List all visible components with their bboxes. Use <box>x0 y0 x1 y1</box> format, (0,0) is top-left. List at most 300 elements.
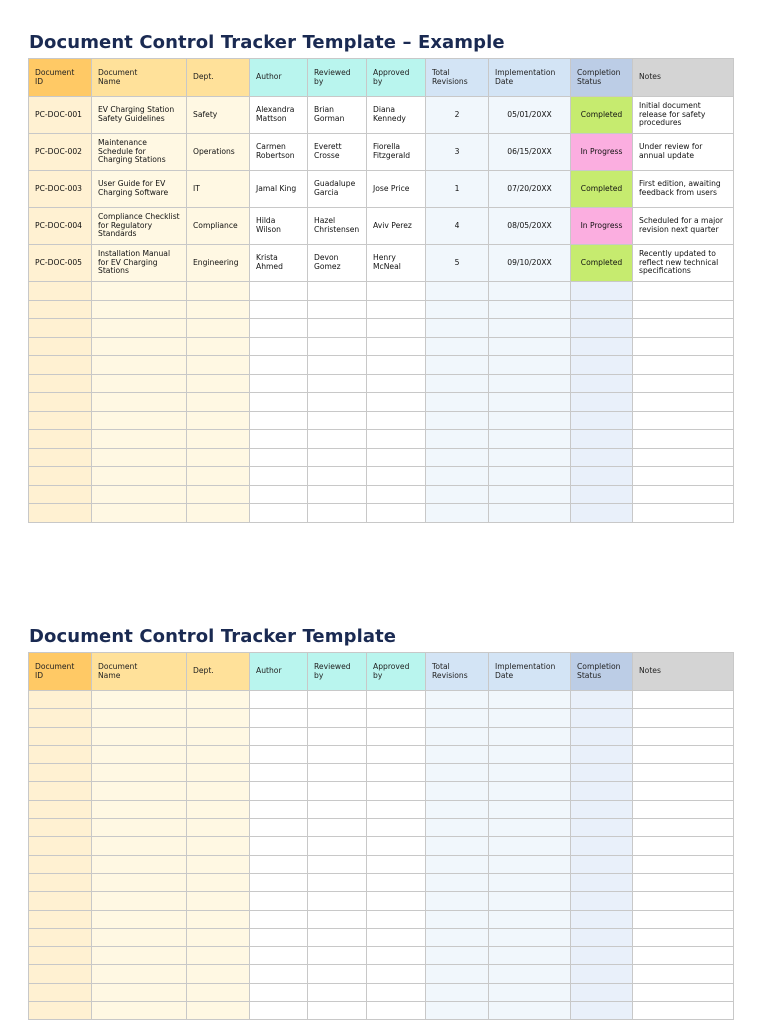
empty-cell-id[interactable] <box>29 947 92 965</box>
empty-cell-total[interactable] <box>426 727 489 745</box>
empty-cell-name[interactable] <box>92 745 187 763</box>
cell-impl[interactable]: 09/10/20XX <box>489 245 571 282</box>
empty-cell-id[interactable] <box>29 411 92 430</box>
empty-cell-reviewed[interactable] <box>308 764 367 782</box>
empty-cell-name[interactable] <box>92 337 187 356</box>
empty-cell-notes[interactable] <box>633 745 734 763</box>
empty-cell-status[interactable] <box>571 855 633 873</box>
empty-cell-impl[interactable] <box>489 709 571 727</box>
empty-cell-notes[interactable] <box>633 764 734 782</box>
empty-cell-dept[interactable] <box>187 837 250 855</box>
empty-cell-author[interactable] <box>250 983 308 1001</box>
empty-cell-author[interactable] <box>250 782 308 800</box>
empty-cell-author[interactable] <box>250 800 308 818</box>
empty-cell-impl[interactable] <box>489 928 571 946</box>
empty-cell-total[interactable] <box>426 448 489 467</box>
empty-cell-notes[interactable] <box>633 411 734 430</box>
empty-cell-approved[interactable] <box>367 393 426 412</box>
empty-cell-notes[interactable] <box>633 1002 734 1020</box>
cell-total[interactable]: 3 <box>426 134 489 171</box>
cell-impl[interactable]: 06/15/20XX <box>489 134 571 171</box>
cell-total[interactable]: 4 <box>426 208 489 245</box>
empty-cell-status[interactable] <box>571 300 633 319</box>
empty-cell-dept[interactable] <box>187 282 250 301</box>
empty-cell-dept[interactable] <box>187 337 250 356</box>
empty-cell-author[interactable] <box>250 892 308 910</box>
empty-cell-name[interactable] <box>92 411 187 430</box>
empty-cell-approved[interactable] <box>367 928 426 946</box>
empty-cell-status[interactable] <box>571 430 633 449</box>
empty-cell-name[interactable] <box>92 928 187 946</box>
empty-cell-approved[interactable] <box>367 467 426 486</box>
empty-cell-total[interactable] <box>426 319 489 338</box>
empty-cell-id[interactable] <box>29 910 92 928</box>
empty-cell-status[interactable] <box>571 1002 633 1020</box>
empty-cell-impl[interactable] <box>489 691 571 709</box>
empty-cell-name[interactable] <box>92 356 187 375</box>
empty-cell-id[interactable] <box>29 800 92 818</box>
empty-cell-total[interactable] <box>426 947 489 965</box>
empty-cell-dept[interactable] <box>187 393 250 412</box>
empty-cell-total[interactable] <box>426 691 489 709</box>
empty-cell-dept[interactable] <box>187 709 250 727</box>
empty-cell-id[interactable] <box>29 430 92 449</box>
cell-approved[interactable]: Jose Price <box>367 171 426 208</box>
empty-cell-id[interactable] <box>29 467 92 486</box>
empty-cell-reviewed[interactable] <box>308 504 367 523</box>
cell-id[interactable]: PC-DOC-001 <box>29 97 92 134</box>
cell-dept[interactable]: IT <box>187 171 250 208</box>
cell-total[interactable]: 2 <box>426 97 489 134</box>
empty-cell-name[interactable] <box>92 282 187 301</box>
empty-cell-reviewed[interactable] <box>308 691 367 709</box>
empty-cell-notes[interactable] <box>633 873 734 891</box>
empty-cell-impl[interactable] <box>489 727 571 745</box>
empty-cell-total[interactable] <box>426 892 489 910</box>
empty-cell-name[interactable] <box>92 691 187 709</box>
empty-cell-total[interactable] <box>426 873 489 891</box>
empty-cell-author[interactable] <box>250 709 308 727</box>
empty-cell-impl[interactable] <box>489 764 571 782</box>
empty-cell-reviewed[interactable] <box>308 727 367 745</box>
empty-cell-approved[interactable] <box>367 300 426 319</box>
empty-cell-author[interactable] <box>250 467 308 486</box>
status-badge[interactable]: Completed <box>571 97 633 134</box>
status-badge[interactable]: In Progress <box>571 134 633 171</box>
empty-cell-impl[interactable] <box>489 947 571 965</box>
empty-cell-approved[interactable] <box>367 782 426 800</box>
empty-cell-reviewed[interactable] <box>308 467 367 486</box>
cell-reviewed[interactable]: Brian Gorman <box>308 97 367 134</box>
empty-cell-dept[interactable] <box>187 727 250 745</box>
cell-id[interactable]: PC-DOC-005 <box>29 245 92 282</box>
empty-cell-notes[interactable] <box>633 965 734 983</box>
empty-cell-total[interactable] <box>426 855 489 873</box>
cell-dept[interactable]: Operations <box>187 134 250 171</box>
empty-cell-status[interactable] <box>571 709 633 727</box>
empty-cell-id[interactable] <box>29 337 92 356</box>
empty-cell-notes[interactable] <box>633 910 734 928</box>
empty-cell-name[interactable] <box>92 819 187 837</box>
cell-id[interactable]: PC-DOC-003 <box>29 171 92 208</box>
cell-reviewed[interactable]: Guadalupe Garcia <box>308 171 367 208</box>
empty-cell-reviewed[interactable] <box>308 837 367 855</box>
empty-cell-status[interactable] <box>571 910 633 928</box>
empty-cell-dept[interactable] <box>187 965 250 983</box>
empty-cell-name[interactable] <box>92 1002 187 1020</box>
empty-cell-impl[interactable] <box>489 319 571 338</box>
empty-cell-dept[interactable] <box>187 782 250 800</box>
empty-cell-impl[interactable] <box>489 282 571 301</box>
empty-cell-status[interactable] <box>571 837 633 855</box>
empty-cell-dept[interactable] <box>187 430 250 449</box>
empty-cell-status[interactable] <box>571 928 633 946</box>
cell-dept[interactable]: Engineering <box>187 245 250 282</box>
empty-cell-id[interactable] <box>29 691 92 709</box>
empty-cell-id[interactable] <box>29 709 92 727</box>
empty-cell-notes[interactable] <box>633 282 734 301</box>
cell-id[interactable]: PC-DOC-004 <box>29 208 92 245</box>
cell-reviewed[interactable]: Everett Crosse <box>308 134 367 171</box>
empty-cell-total[interactable] <box>426 782 489 800</box>
empty-cell-status[interactable] <box>571 411 633 430</box>
cell-total[interactable]: 1 <box>426 171 489 208</box>
empty-cell-impl[interactable] <box>489 485 571 504</box>
empty-cell-dept[interactable] <box>187 800 250 818</box>
empty-cell-author[interactable] <box>250 928 308 946</box>
status-badge[interactable]: Completed <box>571 245 633 282</box>
empty-cell-id[interactable] <box>29 282 92 301</box>
empty-cell-impl[interactable] <box>489 745 571 763</box>
empty-cell-author[interactable] <box>250 965 308 983</box>
status-badge[interactable]: Completed <box>571 171 633 208</box>
empty-cell-dept[interactable] <box>187 300 250 319</box>
empty-cell-author[interactable] <box>250 337 308 356</box>
cell-author[interactable]: Krista Ahmed <box>250 245 308 282</box>
empty-cell-reviewed[interactable] <box>308 947 367 965</box>
cell-reviewed[interactable]: Devon Gomez <box>308 245 367 282</box>
empty-cell-approved[interactable] <box>367 709 426 727</box>
empty-cell-dept[interactable] <box>187 485 250 504</box>
empty-cell-author[interactable] <box>250 727 308 745</box>
empty-cell-author[interactable] <box>250 837 308 855</box>
empty-cell-reviewed[interactable] <box>308 448 367 467</box>
empty-cell-notes[interactable] <box>633 782 734 800</box>
empty-cell-status[interactable] <box>571 485 633 504</box>
empty-cell-author[interactable] <box>250 855 308 873</box>
empty-cell-reviewed[interactable] <box>308 965 367 983</box>
empty-cell-impl[interactable] <box>489 393 571 412</box>
cell-impl[interactable]: 08/05/20XX <box>489 208 571 245</box>
empty-cell-id[interactable] <box>29 300 92 319</box>
empty-cell-status[interactable] <box>571 337 633 356</box>
empty-cell-name[interactable] <box>92 837 187 855</box>
empty-cell-approved[interactable] <box>367 910 426 928</box>
empty-cell-total[interactable] <box>426 356 489 375</box>
empty-cell-total[interactable] <box>426 282 489 301</box>
empty-cell-author[interactable] <box>250 873 308 891</box>
empty-cell-id[interactable] <box>29 928 92 946</box>
empty-cell-id[interactable] <box>29 855 92 873</box>
cell-approved[interactable]: Diana Kennedy <box>367 97 426 134</box>
empty-cell-author[interactable] <box>250 393 308 412</box>
empty-cell-name[interactable] <box>92 800 187 818</box>
empty-cell-approved[interactable] <box>367 1002 426 1020</box>
empty-cell-reviewed[interactable] <box>308 819 367 837</box>
cell-approved[interactable]: Henry McNeal <box>367 245 426 282</box>
empty-cell-id[interactable] <box>29 782 92 800</box>
empty-cell-impl[interactable] <box>489 910 571 928</box>
cell-author[interactable]: Hilda Wilson <box>250 208 308 245</box>
empty-cell-dept[interactable] <box>187 764 250 782</box>
empty-cell-impl[interactable] <box>489 855 571 873</box>
cell-name[interactable]: User Guide for EV Charging Software <box>92 171 187 208</box>
empty-cell-notes[interactable] <box>633 337 734 356</box>
empty-cell-notes[interactable] <box>633 855 734 873</box>
cell-author[interactable]: Carmen Robertson <box>250 134 308 171</box>
empty-cell-name[interactable] <box>92 430 187 449</box>
empty-cell-status[interactable] <box>571 947 633 965</box>
empty-cell-status[interactable] <box>571 892 633 910</box>
empty-cell-author[interactable] <box>250 745 308 763</box>
empty-cell-approved[interactable] <box>367 430 426 449</box>
cell-notes[interactable]: Under review for annual update <box>633 134 734 171</box>
empty-cell-total[interactable] <box>426 983 489 1001</box>
empty-cell-approved[interactable] <box>367 837 426 855</box>
empty-cell-dept[interactable] <box>187 983 250 1001</box>
empty-cell-total[interactable] <box>426 504 489 523</box>
cell-dept[interactable]: Safety <box>187 97 250 134</box>
empty-cell-total[interactable] <box>426 928 489 946</box>
empty-cell-status[interactable] <box>571 504 633 523</box>
cell-impl[interactable]: 07/20/20XX <box>489 171 571 208</box>
empty-cell-total[interactable] <box>426 837 489 855</box>
empty-cell-approved[interactable] <box>367 282 426 301</box>
empty-cell-impl[interactable] <box>489 837 571 855</box>
empty-cell-approved[interactable] <box>367 819 426 837</box>
empty-cell-id[interactable] <box>29 485 92 504</box>
empty-cell-notes[interactable] <box>633 300 734 319</box>
empty-cell-approved[interactable] <box>367 873 426 891</box>
empty-cell-name[interactable] <box>92 855 187 873</box>
empty-cell-name[interactable] <box>92 965 187 983</box>
cell-approved[interactable]: Fiorella Fitzgerald <box>367 134 426 171</box>
empty-cell-approved[interactable] <box>367 764 426 782</box>
empty-cell-status[interactable] <box>571 965 633 983</box>
empty-cell-notes[interactable] <box>633 319 734 338</box>
empty-cell-name[interactable] <box>92 983 187 1001</box>
empty-cell-status[interactable] <box>571 691 633 709</box>
empty-cell-reviewed[interactable] <box>308 374 367 393</box>
empty-cell-impl[interactable] <box>489 1002 571 1020</box>
cell-notes[interactable]: Scheduled for a major revision next quarter <box>633 208 734 245</box>
empty-cell-author[interactable] <box>250 356 308 375</box>
empty-cell-approved[interactable] <box>367 374 426 393</box>
empty-cell-reviewed[interactable] <box>308 300 367 319</box>
empty-cell-notes[interactable] <box>633 837 734 855</box>
empty-cell-name[interactable] <box>92 892 187 910</box>
empty-cell-total[interactable] <box>426 467 489 486</box>
empty-cell-approved[interactable] <box>367 319 426 338</box>
empty-cell-name[interactable] <box>92 947 187 965</box>
empty-cell-author[interactable] <box>250 374 308 393</box>
empty-cell-approved[interactable] <box>367 947 426 965</box>
empty-cell-status[interactable] <box>571 782 633 800</box>
empty-cell-author[interactable] <box>250 319 308 338</box>
empty-cell-total[interactable] <box>426 800 489 818</box>
empty-cell-author[interactable] <box>250 448 308 467</box>
empty-cell-status[interactable] <box>571 745 633 763</box>
empty-cell-status[interactable] <box>571 282 633 301</box>
empty-cell-status[interactable] <box>571 319 633 338</box>
empty-cell-notes[interactable] <box>633 983 734 1001</box>
empty-cell-name[interactable] <box>92 319 187 338</box>
empty-cell-impl[interactable] <box>489 374 571 393</box>
empty-cell-notes[interactable] <box>633 928 734 946</box>
empty-cell-notes[interactable] <box>633 947 734 965</box>
empty-cell-impl[interactable] <box>489 467 571 486</box>
cell-reviewed[interactable]: Hazel Christensen <box>308 208 367 245</box>
empty-cell-status[interactable] <box>571 448 633 467</box>
empty-cell-author[interactable] <box>250 430 308 449</box>
empty-cell-author[interactable] <box>250 947 308 965</box>
empty-cell-status[interactable] <box>571 374 633 393</box>
empty-cell-name[interactable] <box>92 764 187 782</box>
empty-cell-notes[interactable] <box>633 691 734 709</box>
empty-cell-id[interactable] <box>29 727 92 745</box>
empty-cell-reviewed[interactable] <box>308 337 367 356</box>
empty-cell-reviewed[interactable] <box>308 356 367 375</box>
empty-cell-dept[interactable] <box>187 947 250 965</box>
cell-dept[interactable]: Compliance <box>187 208 250 245</box>
empty-cell-author[interactable] <box>250 282 308 301</box>
empty-cell-status[interactable] <box>571 873 633 891</box>
empty-cell-impl[interactable] <box>489 819 571 837</box>
empty-cell-total[interactable] <box>426 764 489 782</box>
empty-cell-approved[interactable] <box>367 356 426 375</box>
empty-cell-approved[interactable] <box>367 983 426 1001</box>
empty-cell-notes[interactable] <box>633 430 734 449</box>
cell-author[interactable]: Alexandra Mattson <box>250 97 308 134</box>
empty-cell-id[interactable] <box>29 892 92 910</box>
empty-cell-name[interactable] <box>92 873 187 891</box>
empty-cell-dept[interactable] <box>187 374 250 393</box>
empty-cell-reviewed[interactable] <box>308 855 367 873</box>
empty-cell-total[interactable] <box>426 393 489 412</box>
empty-cell-name[interactable] <box>92 727 187 745</box>
empty-cell-total[interactable] <box>426 430 489 449</box>
empty-cell-id[interactable] <box>29 873 92 891</box>
empty-cell-approved[interactable] <box>367 965 426 983</box>
empty-cell-dept[interactable] <box>187 1002 250 1020</box>
empty-cell-reviewed[interactable] <box>308 393 367 412</box>
empty-cell-author[interactable] <box>250 819 308 837</box>
empty-cell-impl[interactable] <box>489 504 571 523</box>
empty-cell-id[interactable] <box>29 1002 92 1020</box>
empty-cell-reviewed[interactable] <box>308 928 367 946</box>
empty-cell-reviewed[interactable] <box>308 873 367 891</box>
cell-name[interactable]: Installation Manual for EV Charging Stations <box>92 245 187 282</box>
cell-approved[interactable]: Aviv Perez <box>367 208 426 245</box>
empty-cell-status[interactable] <box>571 800 633 818</box>
empty-cell-impl[interactable] <box>489 965 571 983</box>
empty-cell-reviewed[interactable] <box>308 983 367 1001</box>
empty-cell-notes[interactable] <box>633 374 734 393</box>
empty-cell-name[interactable] <box>92 485 187 504</box>
empty-cell-approved[interactable] <box>367 411 426 430</box>
empty-cell-dept[interactable] <box>187 892 250 910</box>
empty-cell-id[interactable] <box>29 745 92 763</box>
empty-cell-total[interactable] <box>426 300 489 319</box>
empty-cell-author[interactable] <box>250 764 308 782</box>
empty-cell-reviewed[interactable] <box>308 411 367 430</box>
empty-cell-impl[interactable] <box>489 892 571 910</box>
empty-cell-name[interactable] <box>92 709 187 727</box>
status-badge[interactable]: In Progress <box>571 208 633 245</box>
empty-cell-approved[interactable] <box>367 745 426 763</box>
cell-name[interactable]: EV Charging Station Safety Guidelines <box>92 97 187 134</box>
empty-cell-name[interactable] <box>92 374 187 393</box>
empty-cell-total[interactable] <box>426 337 489 356</box>
empty-cell-id[interactable] <box>29 764 92 782</box>
empty-cell-status[interactable] <box>571 727 633 745</box>
empty-cell-reviewed[interactable] <box>308 892 367 910</box>
empty-cell-reviewed[interactable] <box>308 745 367 763</box>
empty-cell-author[interactable] <box>250 411 308 430</box>
empty-cell-reviewed[interactable] <box>308 282 367 301</box>
empty-cell-impl[interactable] <box>489 983 571 1001</box>
empty-cell-total[interactable] <box>426 709 489 727</box>
empty-cell-total[interactable] <box>426 485 489 504</box>
empty-cell-total[interactable] <box>426 965 489 983</box>
empty-cell-approved[interactable] <box>367 855 426 873</box>
empty-cell-impl[interactable] <box>489 800 571 818</box>
empty-cell-total[interactable] <box>426 910 489 928</box>
empty-cell-author[interactable] <box>250 485 308 504</box>
cell-id[interactable]: PC-DOC-002 <box>29 134 92 171</box>
empty-cell-id[interactable] <box>29 819 92 837</box>
empty-cell-total[interactable] <box>426 819 489 837</box>
empty-cell-notes[interactable] <box>633 709 734 727</box>
empty-cell-impl[interactable] <box>489 430 571 449</box>
empty-cell-notes[interactable] <box>633 727 734 745</box>
cell-impl[interactable]: 05/01/20XX <box>489 97 571 134</box>
empty-cell-dept[interactable] <box>187 448 250 467</box>
cell-notes[interactable]: Recently updated to reflect new technical specifications <box>633 245 734 282</box>
empty-cell-approved[interactable] <box>367 448 426 467</box>
empty-cell-status[interactable] <box>571 819 633 837</box>
empty-cell-name[interactable] <box>92 393 187 412</box>
cell-total[interactable]: 5 <box>426 245 489 282</box>
empty-cell-notes[interactable] <box>633 800 734 818</box>
empty-cell-author[interactable] <box>250 691 308 709</box>
empty-cell-id[interactable] <box>29 504 92 523</box>
empty-cell-notes[interactable] <box>633 393 734 412</box>
empty-cell-impl[interactable] <box>489 448 571 467</box>
empty-cell-notes[interactable] <box>633 892 734 910</box>
empty-cell-impl[interactable] <box>489 300 571 319</box>
empty-cell-name[interactable] <box>92 300 187 319</box>
empty-cell-notes[interactable] <box>633 819 734 837</box>
empty-cell-notes[interactable] <box>633 485 734 504</box>
empty-cell-author[interactable] <box>250 910 308 928</box>
empty-cell-impl[interactable] <box>489 356 571 375</box>
empty-cell-id[interactable] <box>29 448 92 467</box>
empty-cell-id[interactable] <box>29 965 92 983</box>
empty-cell-id[interactable] <box>29 393 92 412</box>
empty-cell-name[interactable] <box>92 910 187 928</box>
empty-cell-impl[interactable] <box>489 782 571 800</box>
